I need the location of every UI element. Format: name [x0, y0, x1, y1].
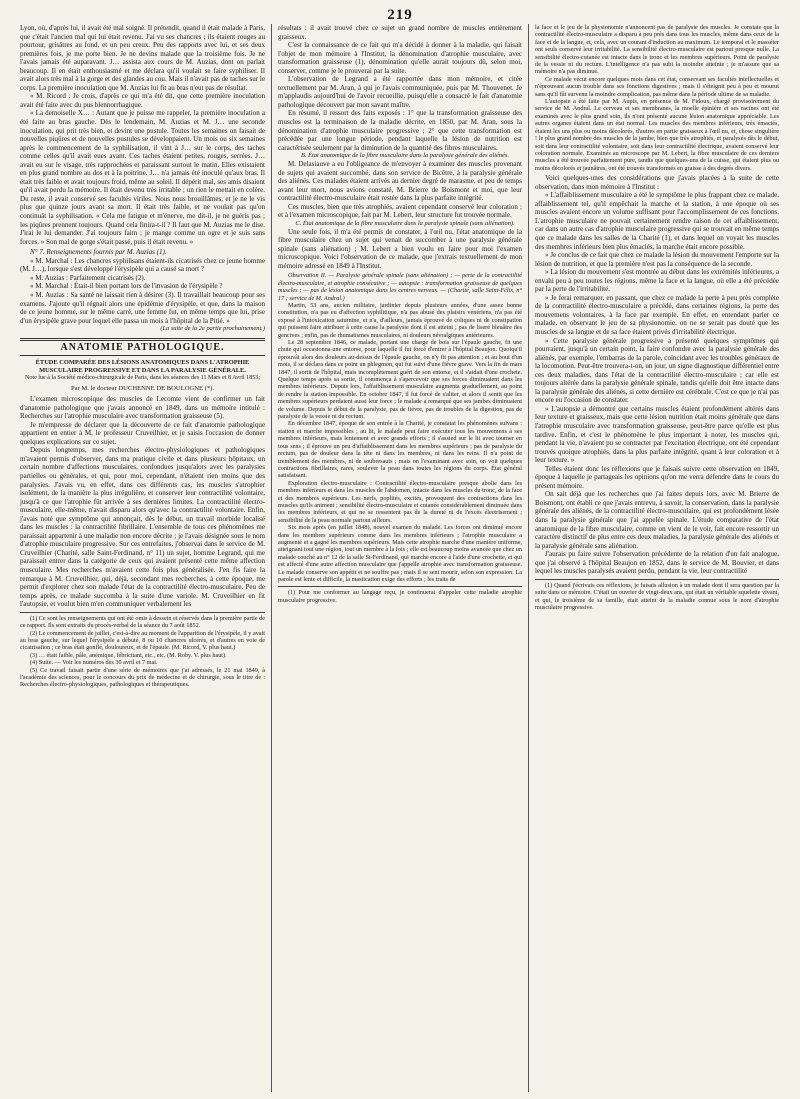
paragraph: Une seule fois, il m'a été permis de constater, à l'œil nu, l'état anatomique de la fibre musculaire chez un sujet qui venait de succomber à une paralysie générale spinale (sans aliénation) ; M. Lebert a bien voulu en faire pour moi l'examen microscopique. Voici l'observation de ce malade, que j'extrais textuellement de mon mémoire adressé en 1849 à l'Institut. [278, 227, 522, 270]
paragraph: » L'autopsie a démontré que certains muscles étaient profondément altérés dans leur texture et graisseux, mais que cette lésion nutrition était moins générale que dans l'atrophie musculaire avec transformation graisseuse, peut-être parce qu'elle est plus tardive. Enfin, et c'est le phénomène le plus important à noter, les muscles qui, pendant la vie, n'avaient pu se contracter par l'excitation électrique, ont été cependant trouvés quoique atrophiés, dans la plus parfaite intégrité, quant à leur coloration et à leur texture. » [535, 404, 779, 465]
footnote: (1) Quand j'écrivais ces réflexions, je faisais allusion à un malade dont il sera question par la suite dans ce mémoire. C'était un ouvrier de vingt-deux ans, qui était un véritable squelette vivant, et qui, le troisième de sa famille, était atteint de la maladie connue sous le nom d'atrophie musculaire progressive. [535, 581, 779, 612]
section-title: ANATOMIE PATHOLOGIQUE. [60, 341, 225, 353]
footnotes [535, 579, 779, 612]
footnote: (5) Ce travail faisait partie d'une série de mémoires que j'ai adressés, le 21 mai 1849, à l'académie des sciences, pour le concours du prix de médecine et de chirurgie, sous le titre de : Recherches électro-physiologiques, pathologiques et thérapeutiques. [20, 666, 265, 689]
paragraph: J'aurais pu faire suivre l'observation précédente de la relation d'un fait analogue, que j'ai observé à l'hôpital Beaujon en 1852, dans le service de M. Bouvier, et dans lequel les muscles paralysés avaient perdu, pendant la vie, leur contractilité [535, 550, 779, 576]
subsection-heading: B. État anatomique de la fibre musculaire dans la paralysie générale des aliénés. [301, 152, 509, 160]
paragraph: Telles étaient donc les réflexions que je faisais suivre cette observation en 1849, époque à laquelle je partageais les opinions qu'on me verra défendre dans le cours du présent mémoire. [535, 464, 779, 490]
footnote: (3) … était faible, pâle, anémique, fébricitant, etc., etc. (M. Roby. V. plus haut). [30, 651, 227, 659]
footnote: (2) Le commencement de juillet, c'est-à-dire au moment de l'apparition de l'érysipèle, il y avait au bras gauche, sur lequel l'érysipèle a débuté, 8 ou 10 chancres ulcérés, et d'autres en voie de cicatrisation ; ce bras était gonflé, douloureux, et de l'épaule. (M. Ricord, V. plus haut.) [20, 629, 265, 652]
paragraph: Ces muscles, bien que très atrophiés, avaient cependant conservé leur coloration ; et à l'examen microscopique, fait par M. Lebert, leur structure fut trouvée normale. [278, 202, 522, 220]
paragraph: L'examen microscopique des muscles de Lecomte vient de confirmer un fait d'anatomie pathologique que j'avais annoncé en 1849, dans un mémoire intitulé : Recherches sur l'atrophie musculaire avec transformation graisseuse (5). [20, 395, 265, 421]
paragraph: Martin, 53 ans, ancien militaire, jardinier depuis plusieurs années, d'une assez bonne constitution, n'a pas eu d'affection syphilitique, n'a pas abusé des plaisirs vénériens, n'a pas été exposé à l'intoxication saturnine, et n'a, d'ailleurs, jamais éprouvé de coliques ni de constipation qui puissent faire attribuer à cette cause la paralysie dont il est atteint ; pas de liseré bleuâtre des gencives ; enfin, pas de rhumatismes musculaires, ni douleurs névralgiques antérieures. [278, 301, 522, 339]
article-note: Note lue à la Société médico-chirurgicale de Paris, dans les séances des 11 Mars et 8 Avril 1853; [24, 375, 261, 382]
paragraph: » Je ferai remarquer, en passant, que chez ce malade la perte à peu près complète de la contractilité électro-musculaire a précédé, dans certaines régions, la perte des mouvemens volontaires, à la face par exemple. En effet, en entendant parler ce malade, en observant le jeu de sa physionomie, on ne se serait pas douté que les muscles de sa langue et de sa face étaient privés d'irritabilité électrique. [535, 293, 779, 336]
paragraph: Le 28 septembre 1846, ce malade, portant une charge de bois sur l'épaule gauche, fit une chute qui occasionna une entorse, pour laquelle il fut forcé d'entrer à l'hôpital Beaujon. Quoiqu'il éprouvât alors des douleurs au-dessus de l'épaule gauche, on n'y fit pas attention ; et au bout d'un mois, il se déclara dans ce point un phlegmon, qui fut suivi d'une fièvre grave. Vers la fin de mars 1847, il sortit de l'hôpital, mais incomplètement guéri de son entorse, et il s'aidait d'une crochete. Quelque temps après sa sortie, il commença à s'apercevoir que ses forces diminuaient dans les membres inférieurs. Depuis lors, l'affaiblissement musculaire augmenta graduellement, au point de rendre la station impossible. En octobre 1847, il fut forcé de s'aliter, et alors il sentit que les membres supérieurs perdaient aussi leur force ; le malade a remarqué que ses jambes diminuaient de volume. Depuis le début de la paralysie, pas de fièvre, pas de troubles de la digestion, pas de paralysie de la vessie ni du rectum. [278, 339, 522, 421]
paragraph: « La demoiselle X… : Autant que je puisse me rappeler, la première inoculation a été faite au bras gauche. Dès le lendemain, M. Auzias et M. J… une seconde inoculation, qui prit très bien, et devint une pustule. Toutes les semaines on faisait de nouvelles piqûres et de nouvelles pustules se développaient. Un mois ou six semaines après le commencement de la syphilisation, il vint à J… sur le corps, des taches comme celles qu'il avait eues avant. Ces taches étaient petites, rouges, serrées. J… avait eu sur le visage, très rapprochées et paraissant surtout le matin. Elles existaient en plus grand nombre au dos et à la poitrine. J… n'a jamais été inoculé qu'aux bras. Il était très faible et avait toujours froid, même au soleil. Il dépérit mal, ses amis disaient qu'il avait perdu la mémoire. Il était devenu très irritable ; un rien le mettait en colère. Du reste, il avait conservé ses facultés viriles. Nous nous brouillâmes, et je ne le vis plus que quinze jours avant sa mort. Il était très faible, et ne voulait pas qu'on continuât la syphilisation. « Cela me fatigue et m'énerve, me dit-il, je ne guéris pas ; les piqûres prennent toujours. Quand cela finira-t-il ? Il faut que M. Auzias me le dise. J'irai le lui demander. J'ai toujours faim ; je mange comme un ogre et je suis sans forces. » Son mal de gorge s'était passé, puis il était revenu. » [20, 109, 265, 246]
paragraph: » Je conclus de ce fait que chez ce malade la lésion du mouvement l'emporte sur la lésion de nutrition, et que la première n'est pas la conséquence de la seconde. [535, 251, 779, 268]
paragraph: L'autopsie a été faite par M. Aupis, en présence de M. Fidoux, chargé provisoirement du service de M. Andral. Le cerveau et ses membranes, la moelle épinière et ses racines ont été examinés avec le plus grand soin, ils n'ont présenté aucune lésion anatomique appréciable. Les autres organes étaient dans un état normal. Les muscles des membres inférieurs, très émaciés, étaient les uns plus ou moins décolorés, d'autres en partie graisseux à l'œil nu, et, chose singulière ! le plus grand nombre des muscles de la jambe, bien que très atrophiés, et paralysés dès le début, soit dans leur contractilité volontaire, soit dans leur contractilité électrique, avaient conservé leur coloration normale. Examinés au microscope par M. Lebert, la fibre musculaire de ces derniers muscles a été trouvée parfaitement pure, tandis que quelques-uns de la cuisse, qui étaient plus ou moins décolorés et jaunâtres, ont été trouvés transformés en graisse à des degrés divers. [535, 98, 779, 172]
page-number: 219 [387, 7, 413, 23]
column-3 [528, 24, 785, 1092]
paragraph: « M. Auzias : Parfaitement cicatrisés (2). [30, 273, 146, 282]
footnotes [278, 586, 522, 604]
paragraph: « L'affaiblissement musculaire a été le symptôme le plus frappant chez ce malade, affaiblissement tel, qu'il empêchait la marche et la station, à une époque où ses muscles avaient encore un volume suffisant pour l'accomplissement de ces fonctions. L'atrophie musculaire ne pouvait certainement rendre raison de cet affaiblissement, car dans un autre cas d'atrophie musculaire progressive qui se trouvait en même temps que ce malade dans les salles de la Charité (1), et dans lequel on voyait les muscles des membres inférieurs bien plus émaciés, la marche était encore possible. [535, 191, 779, 251]
paragraph: résultats : il avait trouvé chez ce sujet un grand nombre de muscles entièrement graisseux. [278, 24, 522, 41]
paragraph: M. Delasiauve a eu l'obligeance de m'envoyer à examiner des muscles provenant de sujets qui avaient succombé, dans son service de Bicêtre, à la paralysie générale des aliénés. Ces malades étaient arrivés au dernier degré de marasme, et peu de temps avant leur mort, nous avions constaté, M. Brierre de Boismont et moi, que leur contractilité électro-musculaire était restée dans la plus parfaite intégrité. [278, 160, 522, 203]
footnote: (4) Suite. — Voir les numéros des 30 avril et 7 mai. [30, 659, 158, 667]
paragraph: « M. Marchal : Les chancres syphilisans étaient-ils cicatrisés chez ce jeune homme (M. J…), lorsque s'est développé l'érysipèle qui a causé sa mort ? [20, 256, 265, 274]
paragraph: « M. Ricord : Je crois, d'après ce qui m'a été dit, que cette première inoculation avait été faite avec du pus blennorrhagique. [20, 92, 265, 109]
divider [20, 355, 265, 356]
section-divider [20, 338, 265, 341]
article-author: Par M. le docteur DUCHENNE DE BOULOGNE (*). [70, 384, 215, 392]
paragraph: En résumé, il ressort des faits exposés : 1° que la transformation graisseuse des muscles est la terminaison de la maladie décrite, en 1850, par M. Aran, sous la dénomination d'atrophie musculaire progressive ; 2° que cette transformation est précédée par une longue période, pendant laquelle la lésion de nutrition est caractérisée seulement par la diminution de la quantité des fibres musculaires. [278, 109, 522, 152]
paragraph: L'observation de Legrand a été rapportée dans mon mémoire, et citée textuellement par M. Aran, à qui je l'avais communiquée, puis par M. Thouvenet. Je m'applaudis aujourd'hui de l'avoir recueillie, puisqu'elle a consacré le fait d'anatomie pathologique découvert par mon savant maître. [278, 75, 522, 109]
footnote: (1) Pour me conformer au langage reçu, je continuerai d'appeler cette maladie atrophie musculaire progressive. [278, 589, 522, 604]
paragraph: Ce malade vécut encore quelques mois dans cet état, conservant ses facultés intellectuelles et n'éprouvant aucun trouble dans ses fonctions digestives ; mais il s'éteignit peu à peu et mourut sans qu'il fût survenu la moindre complication, pas même dans la période ultime de sa maladie. [535, 75, 779, 98]
paragraph: » La lésion du mouvement s'est montrée au début dans les extrémités inférieures, a envahi peu à peu toutes les régions, même la face et la langue, où elle a été précédée par la perte de l'irritabilité. [535, 268, 779, 294]
footnote: (1) Ce sont les renseignements qui ont été omis à dessein et réservés dans la première partie de ce rapport. Ils sont extraits du procès-verbal de la séance du 7 août 1852. [20, 614, 265, 630]
paragraph: C'est la connaissance de ce fait qui m'a décidé à donner à la maladie, qui faisait l'objet de mon mémoire à l'Institut, la dénomination d'atrophie musculaire, avec transformation graisseuse (1), dénomination qu'elle aurait toujours dû, selon moi, conserver, comme je le prouverai par la suite. [278, 41, 522, 75]
note-heading: N° 7. Renseignements fournis par M. Auzias (1). [30, 248, 167, 257]
paragraph: En décembre 1847, époque de son entrée à la Charité, je constatai les phénomènes suivans : station et marche impossibles ; au lit, le malade peut faire exécuter tous les mouvemens à ses membres inférieurs, mais lentement et avec grands efforts ; il s'assied sur le lit avec tourner en tous sens ; il éprouve un peu d'affaiblissement dans les membres supérieurs ; pas de paralysie du rectum, pas de douleur dans la tête ni dans les membres, ni dans les reins. Il n'a point de tremblement des membres, ni de soubresauts ; mais on l'examinant avec soin, on voit quelques contractions fibrillaires, rares, soulever la peau dans toutes les régions du corps. État général satisfaisant. [278, 420, 522, 480]
paragraph: la face et le jeu de la physionomie n'annoncent pas de paralysie des muscles. Je constate que la contractilité électro-musculaire a disparu à peu près dans tous les muscles, même dans ceux de la face et de la langue, et, cela, avec un courant d'induction au maximum. Le temporal et le masséter ont seuls conservé leur irritabilité. La sensibilité électro-musculaire est partout presque nulle. La sensibilité électro-cutanée est intacte dans le tronc et les membres supérieurs. Point de paralysie de la vessie ni du rectum. L'intelligence n'a pas subi la moindre atteinte ; je m'assure que sa mémoire n'a pas diminué. [535, 24, 779, 76]
paragraph: Depuis longtemps, mes recherches électro-physiologiques et pathologiques m'avaient permis d'observer, dans ma pratique civile et dans plusieurs hôpitaux, un certain nombre d'affections musculaires, confondues jusqu'alors avec les paralysies partielles ou générales, et qui, pour moi, cependant, n'étaient rien moins que des paralysies. J'avais vu, en effet, dans ces différents cas, les muscles s'atrophier isolément, de la manière la plus irrégulière, et conserver leur contractilité volontaire, jusqu'à ce que l'atrophie fût arrivée à ses dernières limites. La contractilité électro-musculaire, elle-même, n'avait disparu alors qu'avec la contractilité volontaire. Enfin, j'avais noté que symptôme qui annonçait, dès le début, un travail morbide localisé dans les muscles : la contractilité fibrillaire. L'ensemble de tous ces phénomènes me paraissait appartenir à une maladie non encore décrite ; je l'avais désignée sous le nom d'atrophie musculaire progressive. Sur ces entrefaites, j'observai dans le service de M. Cruveilhier (Charité, salle Saint-Ferdinand, n° 11) un sujet, homme Legrand, qui me paraissait entrer dans la catégorie de ceux qui avaient présenté cette même affection musculaire. Mes recherches m'avaient cette fois plus généralisée. J'en fis faire la remarque à M. Cruveilhier, qui, déjà, secondant mes recherches, à cette époque, me permit d'explorer chez son malade l'état de la contractilité électro-musculaire. Peu de temps après, ce malade succomba à la suite d'une variole. M. Cruveilhier en fit l'autopsie, et voulut bien m'en communiquer verbalement les [20, 446, 265, 609]
continued-note: (La suite de la 2e partie prochainement.) [160, 325, 265, 333]
paragraph: Lyon, où, d'après lui, il avait été mal soigné. Il prétendit, quand il était malade à Paris, que c'était l'ancien mal qui lui était revenu. J'ai vu ses chancres ; ils étaient rouges au pourtour, grisâtres au fond, et un peu creux. Peu des rapports avec lui, et ses deux premières fois, je me porte bien. Je ne devins malade que la troisième fois. Je ne l'avais jamais été auparavant. J… assista aux cours de M. Auzias, dont on parlait beaucoup. Il en était enthousiasmé et me déclara qu'il voulait se faire syphiliser. Il avait alors très mal à la gorge et des glandes au cou. Mais il n'avait pas de taches sur le corps. La première inoculation que M. Auzias lui fit au bras n'eut pas de résultat. [20, 24, 265, 92]
paragraph: On sait déjà que les recherches que j'ai faites depuis lors, avec M. Brierre de Boismont, ont établi ce que j'avais entrevu, à savoir, la conservation, dans la paralysie générale des aliénés, de la contractilité électro-musculaire, qui est profondément lésée dans la paralysie générale que j'ai appelée spinale. L'étude comparative de l'état anatomique de la fibre musculaire, comme on vient de le voir, fait encore ressortir un caractère distinctif de plus entre ces deux maladies, la paralysie générale des aliénés et la paralysie générale sans aliénation. [535, 490, 779, 550]
paragraph: « M. Auzias : Sa santé ne laissait rien à désirer (3). Il travaillait beaucoup pour ses examens. J'ajoute qu'il régnait alors une épidémie d'érysipèle, et que, dans la maison de ce jeune homme, sur le même carré, une femme fut, en même temps que lui, prise d'un érysipèle grave pour lequel elle passa un mois à l'hôpital de la Pitié. » [20, 290, 265, 325]
paragraph: Exploration électro-musculaire : Contractilité électro-musculaire presque abolie dans les membres inférieurs et dans les muscles de l'abdomen, intacte dans les muscles du tronc, de la face et des membres supérieurs. Les nerfs, poplités, excités, provoquent des contractions dans les muscles qu'ils animent ; sensibilité électro-musculaire et cutanée considérablement diminuée dans les membres inférieurs, et qui ne se ressentent pas de la dureté ni de l'excès électrisement ; sensibilité de la peau normale partout ailleurs. [278, 479, 522, 524]
column-1 [14, 24, 271, 1092]
paragraph: Voici quelques-unes des considérations que j'avais placées à la suite de cette observation, dans mon mémoire à l'Institut : [535, 174, 779, 191]
subsection-heading: C. État anatomique de la fibre musculaire dans la paralysie spinale (sans aliénation). [295, 219, 515, 227]
paragraph: Je m'empresse de déclarer que la découverte de ce fait d'anatomie pathologique appartient en entier à M. le professeur Cruveilhier, et je saisis l'occasion de donner quelques explications sur ce sujet. [20, 420, 265, 446]
paragraph: » Cette paralysie générale progressive a présenté quelques symptômes qui pourraient, jusqu'à un certain point, la faire confondre avec la paralysie générale des aliénés, par exemple, l'embarras de la parole, coïncidant avec les troubles généraux de la locomotion. Peut-être trouvera-t-on, un jour, un signe diagnostique différentiel entre ces deux maladies, dans l'état de la contractilité électro-musculaire ; car elle est toujours altérée dans la paralysie générale spinale, tandis qu'elle doit être intacte dans la paralysie générale des aliénés, si cette dernière est cérébrale. C'est ce que je n'ai pas encore eu l'occasion de constater. [535, 336, 780, 405]
column-2 [271, 24, 528, 1092]
paragraph: Six mois après (en juillet 1848), nouvel examen du malade. Les forces ont diminué encore dans les membres supérieurs comme dans les membres inférieurs ; l'atrophie musculaire a augmenté et a gagné les membres supérieurs. Mais cette atrophie marche d'une manière uniforme, atteignant tout une région, tout un membre à la fois ; elle est beaucoup moins avancée que chez un malade couché au n° 12 de la salle St-Ferdinand, qui marche encore à l'aide d'une crochette, et qui est affecté d'une autre affection musculaire que j'appelle atrophie avec transformation graisseuse. Le malade conserve son appétit et ne souffre pas ; mais il se sent mourir, selon son expression. La parole est lente et difficile, la mastication exige des efforts ; les traits de [278, 524, 522, 584]
footnotes [20, 612, 265, 689]
paragraph: « M. Marchal : Était-il bien portant lors de l'invasion de l'érysipèle ? [30, 282, 223, 291]
columns [14, 24, 786, 1092]
article-title: ÉTUDE COMPARÉE DES LÉSIONS ANATOMIQUES DANS L'ATROPHIE MUSCULAIRE PROGRESSIVE ET DANS LA PARALYSIE GÉNÉRALE. [35, 359, 250, 375]
observation-title: Observation II. — Paralysie générale spinale (sans aliénation) ; — perte de la contractilité électro-musculaire, et atrophie consécutive ; — autopsie : transformation graisseuse de quelques muscles ; — pas de lésion anatomique dans les centres nerveux. — (Charité, salle Saint-Félix, n° 17 ; service de M. Andral.) [278, 272, 522, 302]
